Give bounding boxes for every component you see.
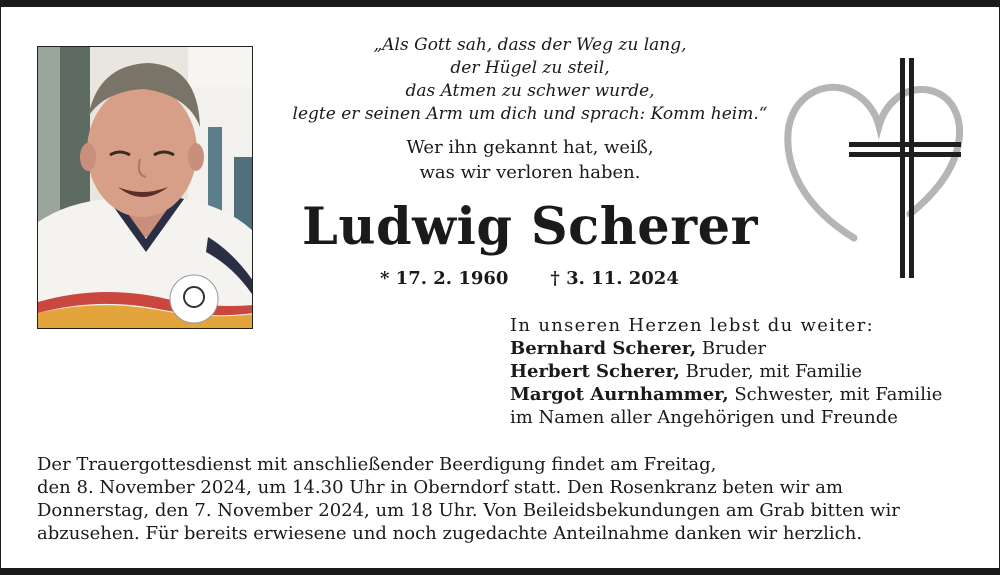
life-dates — [380, 268, 679, 289]
saying-line: was wir verloren haben. — [419, 162, 641, 183]
service-line: Der Trauergottesdienst mit anschließender Beerdigung findet am Freitag, — [37, 454, 717, 475]
saying — [330, 135, 730, 185]
mourners-intro: In unseren Herzen lebst du weiter: — [510, 315, 875, 336]
mourners-closing: im Namen aller Angehörigen und Freunde — [510, 407, 898, 428]
mourner-name: Herbert Scherer, — [510, 361, 680, 382]
birth-date: * 17. 2. 1960 — [380, 268, 509, 289]
mourner-relation: Schwester, mit Familie — [728, 384, 943, 405]
mourner-row — [510, 337, 942, 360]
deceased-name: Ludwig Scherer — [302, 197, 758, 257]
death-date: † 3. 11. 2024 — [550, 268, 679, 289]
saying-line: Wer ihn gekannt hat, weiß, — [406, 137, 654, 158]
poem-line: legte er seinen Arm um dich und sprach: Komm heim.“ — [292, 104, 768, 124]
mourner-name: Margot Aurnhammer, — [510, 384, 729, 405]
mourner-row — [510, 383, 942, 406]
service-line: den 8. November 2024, um 14.30 Uhr in Oberndorf statt. Den Rosenkranz beten wir am — [37, 477, 843, 498]
mourner-relation: Bruder — [696, 338, 767, 359]
poem-line: der Hügel zu steil, — [450, 58, 610, 78]
service-line: Donnerstag, den 7. November 2024, um 18 Uhr. Von Beileidsbekundungen am Grab bitten wir — [37, 500, 900, 521]
portrait-photo — [37, 46, 253, 329]
mourner-relation: Bruder, mit Familie — [679, 361, 863, 382]
mourner-name: Bernhard Scherer, — [510, 338, 697, 359]
poem — [270, 34, 790, 126]
service-notice — [37, 453, 967, 545]
mourner-row — [510, 360, 942, 383]
heart-cross-icon — [782, 56, 968, 282]
mourners — [510, 314, 942, 429]
poem-line: das Atmen zu schwer wurde, — [405, 81, 655, 101]
service-line: abzusehen. Für bereits erwiesene und noch zugedachte Anteilnahme danken wir herzlich. — [37, 523, 863, 544]
poem-line: „Als Gott sah, dass der Weg zu lang, — [373, 35, 687, 55]
